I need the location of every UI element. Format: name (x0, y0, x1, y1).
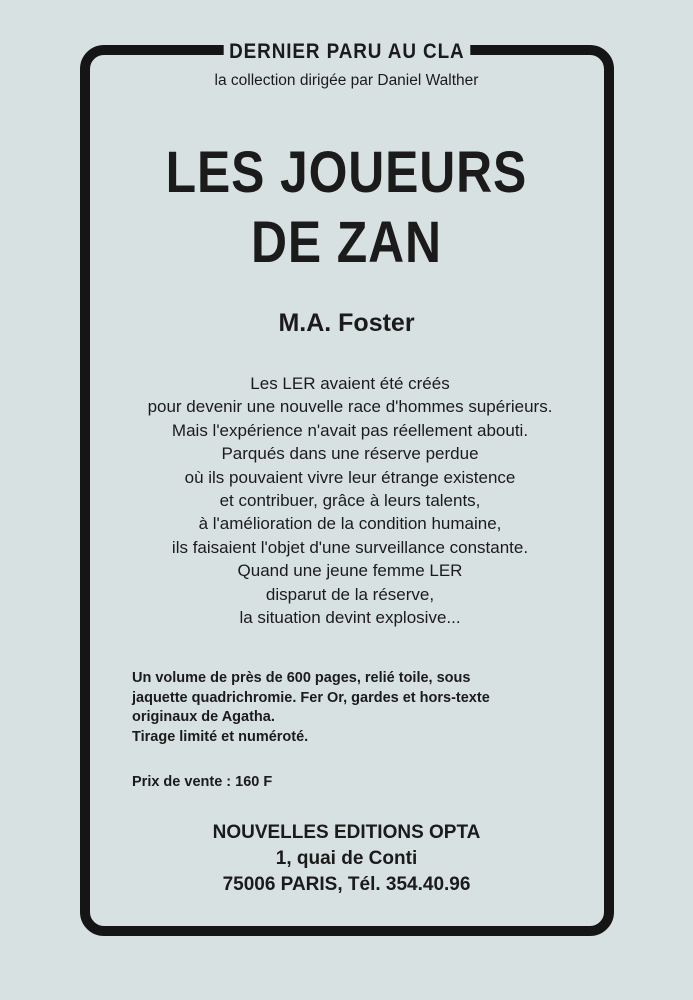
details-line: originaux de Agatha. (132, 709, 275, 725)
details-line: Tirage limité et numéroté. (132, 728, 309, 745)
price: Prix de vente : 160 F (132, 774, 273, 790)
publisher-name: NOUVELLES EDITIONS OPTA (212, 822, 481, 843)
blurb-line: Mais l'expérience n'avait pas réellement abouti. (171, 420, 529, 440)
blurb (90, 372, 610, 629)
blurb-line: à l'amélioration de la condition humaine, (198, 514, 502, 534)
book-title-line-2: DE ZAN (251, 210, 442, 275)
blurb-line: Les LER avaient été créés (250, 374, 450, 393)
blurb-line: où ils pouvaient vivre leur étrange existence (184, 467, 516, 487)
publisher-street: 1, quai de Conti (275, 848, 418, 869)
blurb-line: disparut de la réserve, (265, 584, 435, 604)
series-title: DERNIER PARU AU CLA (223, 41, 469, 63)
blurb-line: ils faisaient l'objet d'une surveillance constante. (171, 537, 529, 557)
author-name: M.A. Foster (278, 309, 415, 337)
book-title-line-1: LES JOUEURS (165, 140, 528, 205)
blurb-line: la situation devint explosive... (239, 608, 461, 628)
publisher-city: 75006 PARIS, Tél. 354.40.96 (222, 874, 471, 895)
series-subtitle: la collection dirigée par Daniel Walther (214, 72, 479, 89)
blurb-line: Parqués dans une réserve perdue (221, 444, 479, 464)
book-title (48, 138, 644, 278)
blurb-line: Quand une jeune femme LER (237, 561, 463, 581)
edition-details (132, 669, 592, 747)
blurb-line: et contribuer, grâce à leurs talents, (219, 491, 481, 511)
publisher-block (0, 820, 693, 898)
blurb-line: pour devenir une nouvelle race d'hommes supérieurs. (147, 397, 553, 417)
details-line: Un volume de près de 600 pages, relié toile, sous (132, 670, 471, 686)
details-line: jaquette quadrichromie. Fer Or, gardes et hors-texte (132, 689, 490, 706)
series-header (0, 40, 693, 63)
